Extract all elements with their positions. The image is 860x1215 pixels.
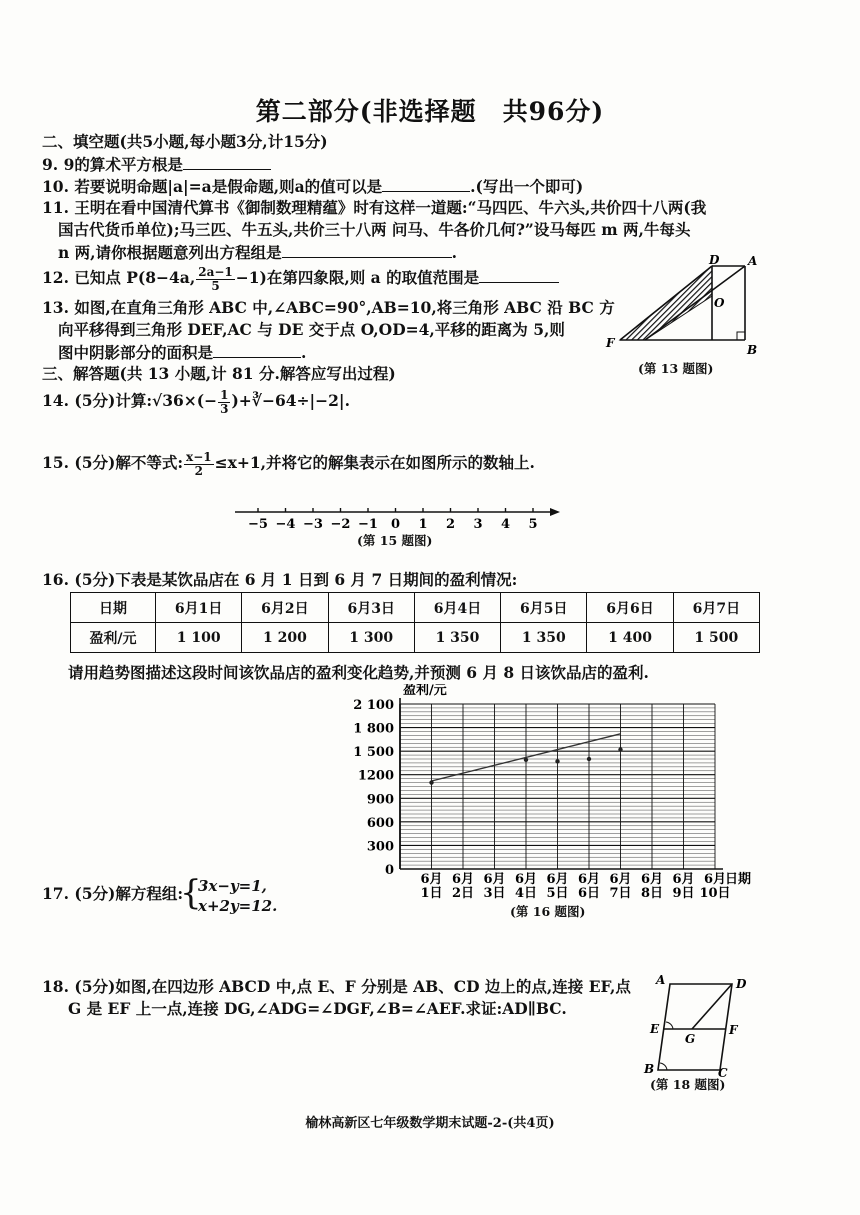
chart-x-tick-label-month: 6月	[672, 872, 695, 887]
chart-x-tick-label-month: 6月	[483, 872, 506, 887]
question-14-fraction-numerator: 1	[220, 387, 229, 402]
number-line-arrow	[550, 508, 560, 516]
figure-13-caption: (第 13 题图)	[638, 361, 714, 376]
figure-18-label-f: F	[729, 1023, 738, 1037]
page-footer: 榆林高新区七年级数学期末试题-2-(共4页)	[305, 1116, 555, 1131]
question-15	[42, 448, 535, 478]
chart-data-point	[618, 747, 622, 751]
figure-18-angle-mark-e	[666, 1022, 673, 1029]
chart-data-point	[555, 759, 559, 763]
question-13-answer-blank[interactable]	[213, 341, 301, 358]
chart-x-tick-label-day: 1日	[420, 886, 443, 899]
number-line-label: 5	[528, 517, 538, 532]
chart-data-point	[524, 758, 528, 762]
question-13-line-2: 向平移得到三角形 DEF,AC 与 DE 交于点 O,OD=4,平移的距离为 5,则	[58, 320, 565, 339]
question-17-prefix: 17. (5分)解方程组:	[42, 884, 184, 903]
question-15-prefix: 15. (5分)解不等式:	[42, 453, 184, 472]
chart-y-axis-label: 盈利/元	[403, 684, 447, 698]
question-15-suffix: ≤x+1,并将它的解集表示在如图所示的数轴上.	[214, 453, 535, 472]
question-13-line-1: 13. 如图,在直角三角形 ABC 中,∠ABC=90°,AB=10,将三角形 ABC 沿 BC 方	[42, 298, 615, 317]
number-line-label: −3	[303, 517, 323, 532]
profit-table-date-cell: 6月7日	[673, 593, 759, 623]
figure-13-label-d: D	[709, 253, 720, 267]
question-14-text-after: )+∛−64÷|−2|.	[231, 391, 350, 410]
figure-13-label-b: B	[747, 343, 758, 357]
profit-table-value-cell: 1 350	[501, 623, 587, 653]
question-16-text: 16. (5分)下表是某饮品店在 6 月 1 日到 6 月 7 日期间的盈利情况:	[42, 570, 518, 589]
chart-x-tick-label-day: 6日	[577, 886, 601, 899]
number-line-label: 1	[418, 517, 428, 532]
figure-13-label-o: O	[714, 296, 725, 310]
question-12	[42, 263, 559, 293]
figure-13-label-f: F	[606, 336, 615, 350]
chart-data-point	[429, 780, 433, 784]
profit-table-date-cell: 6月1日	[156, 593, 242, 623]
section-3-header: 三、解答题(共 13 小题,计 81 分.解答应写出过程)	[42, 364, 396, 383]
chart-y-tick-label: 0	[384, 863, 394, 878]
question-15-fraction-denominator: 2	[194, 463, 203, 478]
chart-x-tick-label-month: 6月	[451, 872, 475, 887]
profit-table-date-cell: 6月3日	[328, 593, 414, 623]
question-15-number-line	[230, 504, 565, 534]
question-13-line-3: 图中阴影部分的面积是 .	[58, 343, 307, 362]
number-line-label: 0	[390, 517, 401, 532]
question-11-answer-blank[interactable]	[282, 241, 452, 258]
question-17	[42, 883, 183, 905]
figure-13-segment-ca	[645, 266, 745, 340]
number-line-label: 4	[500, 517, 511, 532]
question-11-text: n 两,请你根据题意列出方程组是	[58, 243, 282, 262]
profit-table-header-profit: 盈利/元	[71, 623, 156, 653]
question-17-brace: {	[180, 873, 202, 913]
question-10-note: .(写出一个即可)	[470, 177, 584, 196]
question-16-instruction: 请用趋势图描述这段时间该饮品店的盈利变化趋势,并预测 6 月 8 日该饮品店的盈利.	[68, 663, 649, 682]
question-14-fraction	[218, 389, 230, 416]
number-line-label: −1	[358, 517, 378, 532]
chart-x-tick-label-day: 4日	[514, 886, 538, 899]
chart-x-tick-label-month: 6月	[546, 872, 569, 887]
question-15-fraction-numerator: x−1	[186, 449, 212, 464]
chart-x-tick-label-month: 6月	[703, 872, 727, 887]
profit-table-value-cell: 1 100	[156, 623, 242, 653]
figure-13-right-angle-mark	[737, 332, 745, 340]
figure-13-label-a: A	[748, 254, 758, 268]
profit-table-value-cell: 1 500	[673, 623, 759, 653]
question-18-line-2: G 是 EF 上一点,连接 DG,∠ADG=∠DGF,∠B=∠AEF.求证:AD∥BC.	[68, 999, 567, 1018]
figure-16-caption: (第 16 题图)	[510, 904, 586, 919]
profit-table-date-cell: 6月5日	[501, 593, 587, 623]
question-17-equation-1: 3x−y=1,	[198, 877, 267, 895]
figure-18-caption: (第 18 题图)	[650, 1077, 726, 1092]
question-10	[42, 175, 583, 198]
question-12-fraction	[196, 266, 235, 293]
question-15-fraction	[184, 451, 214, 478]
profit-trend-chart	[345, 684, 765, 899]
chart-y-tick-label: 1200	[357, 768, 394, 784]
figure-18-label-a: A	[656, 973, 666, 987]
question-18-line-1: 18. (5分)如图,在四边形 ABCD 中,点 E、F 分别是 AB、CD 边上的点,连接 EF,点	[42, 977, 631, 996]
chart-x-tick-label-day: 5日	[546, 886, 569, 899]
question-10-answer-blank[interactable]	[382, 175, 470, 192]
question-12-fraction-denominator: 5	[211, 278, 220, 293]
profit-table-value-cell: 1 200	[242, 623, 328, 653]
chart-x-tick-label-month: 6月	[420, 872, 443, 887]
number-line-label: 3	[473, 517, 483, 532]
chart-y-tick-label: 900	[366, 792, 394, 808]
figure-18-angle-mark-b	[660, 1063, 667, 1070]
question-12-prefix: 12. 已知点 P(8−4a,	[42, 268, 196, 287]
figure-18-label-b: B	[644, 1062, 655, 1076]
question-9-answer-blank[interactable]	[183, 153, 271, 170]
question-17-equations	[198, 876, 277, 916]
chart-y-tick-label: 600	[366, 815, 394, 831]
number-line-label: −2	[330, 517, 351, 532]
profit-table-value-row	[71, 623, 760, 653]
profit-table-date-row	[71, 593, 760, 623]
profit-table-date-cell: 6月2日	[242, 593, 328, 623]
chart-x-axis-label: 日期	[725, 872, 752, 887]
chart-x-tick-label-day: 3日	[483, 886, 506, 899]
figure-18-label-g: G	[685, 1032, 696, 1046]
figure-15-caption: (第 15 题图)	[357, 533, 433, 548]
question-17-equation-2: x+2y=12.	[198, 897, 278, 915]
profit-table-date-cell: 6月4日	[414, 593, 500, 623]
chart-y-tick-label: 1 500	[353, 745, 394, 761]
question-13-text: 图中阴影部分的面积是	[58, 343, 214, 362]
question-14-text: 14. (5分)计算:√36×(−	[42, 391, 218, 410]
number-line-label: −4	[275, 517, 296, 532]
chart-x-tick-label-day: 9日	[672, 886, 695, 899]
chart-x-tick-label-month: 6月	[514, 872, 538, 887]
chart-x-tick-label-day: 10日	[699, 886, 731, 899]
question-11-line-1: 11. 王明在看中国清代算书《御制数理精蕴》时有这样一道题:“马四匹、牛六头,共价四十八两(我	[42, 198, 707, 217]
chart-x-tick-label-day: 7日	[609, 886, 632, 899]
profit-table-value-cell: 1 350	[414, 623, 500, 653]
question-12-answer-blank[interactable]	[479, 266, 559, 283]
number-line-label: −5	[248, 517, 268, 532]
number-line-label: 2	[445, 517, 456, 532]
question-14-fraction-denominator: 3	[220, 401, 229, 416]
figure-18-label-e: E	[650, 1022, 660, 1036]
profit-table-value-cell: 1 400	[587, 623, 673, 653]
profit-table-header-date: 日期	[71, 593, 156, 623]
figure-18-label-d: D	[736, 977, 747, 991]
question-9	[42, 153, 271, 176]
question-9-text: 9. 9的算术平方根是	[42, 155, 183, 174]
figure-18-label-c: C	[718, 1066, 728, 1080]
chart-y-tick-label: 300	[366, 839, 394, 855]
question-14	[42, 386, 350, 416]
chart-x-tick-label-month: 6月	[609, 872, 632, 887]
chart-x-tick-label-month: 6月	[640, 872, 664, 887]
question-10-text: 10. 若要说明命题|a|=a是假命题,则a的值可以是	[42, 177, 383, 196]
profit-table-value-cell: 1 300	[328, 623, 414, 653]
question-11-line-3: n 两,请你根据题意列出方程组是 .	[58, 243, 457, 262]
page-title: 第二部分(非选择题 共96分)	[255, 97, 605, 126]
chart-y-tick-label: 2 100	[353, 698, 394, 713]
chart-x-tick-label-day: 2日	[451, 886, 475, 899]
question-12-suffix: −1)在第四象限,则 a 的取值范围是	[235, 268, 480, 287]
profit-table	[70, 592, 760, 653]
chart-data-point	[587, 757, 591, 761]
figure-18-diagram	[630, 972, 770, 1080]
section-2-header: 二、填空题(共5小题,每小题3分,计15分)	[42, 132, 328, 151]
question-11-line-2: 国古代货币单位);马三匹、牛五头,共价三十八两 问马、牛各价几何?”设马每匹 m 两,牛每头	[58, 220, 691, 239]
chart-x-tick-label-month: 6月	[577, 872, 601, 887]
question-12-fraction-numerator: 2a−1	[198, 264, 233, 279]
chart-y-tick-label: 1 800	[353, 721, 394, 737]
profit-table-date-cell: 6月6日	[587, 593, 673, 623]
chart-x-tick-label-day: 8日	[640, 886, 664, 899]
